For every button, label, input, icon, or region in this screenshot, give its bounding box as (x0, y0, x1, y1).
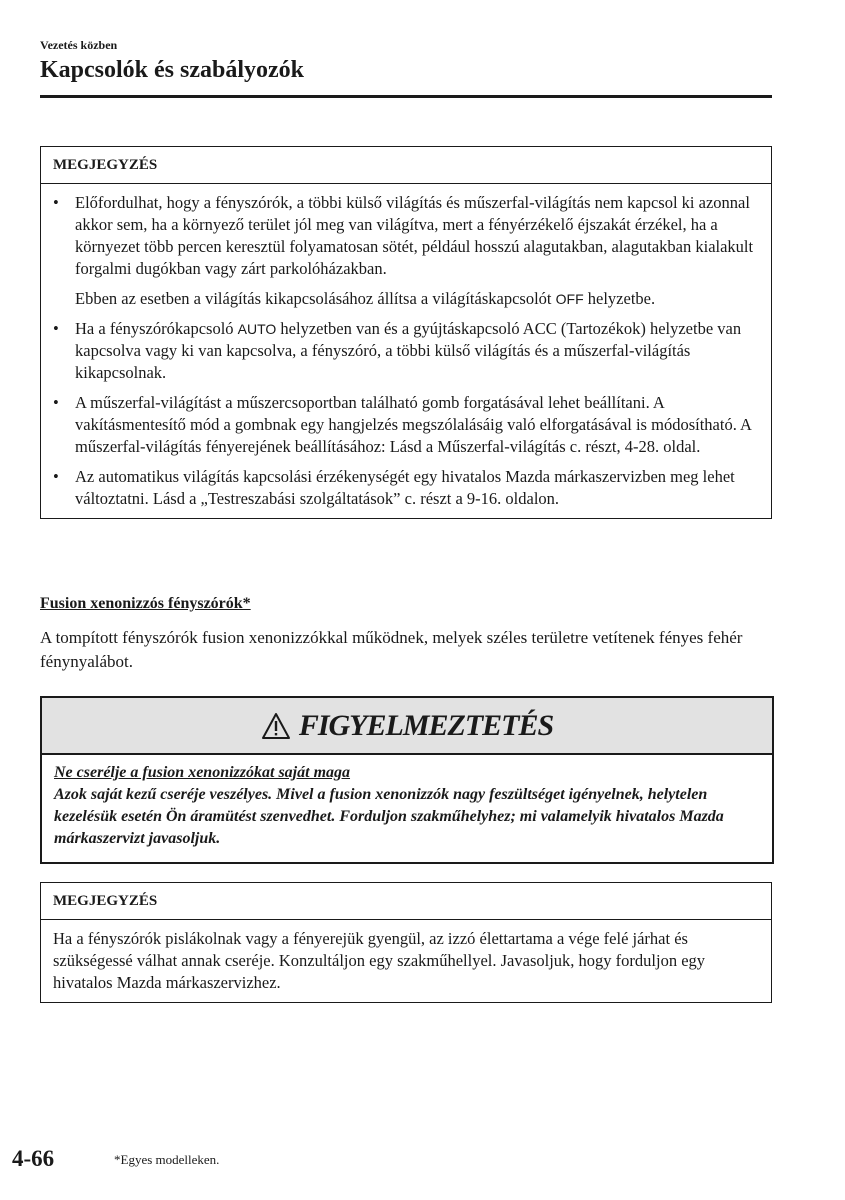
note-bullet (53, 318, 757, 384)
warning-triangle-icon (261, 712, 291, 740)
section-label: Vezetés közben (40, 38, 118, 52)
note-bullet (53, 192, 757, 280)
note-box-2 (40, 882, 772, 1003)
warning-title: FIGYELMEZTETÉS (298, 708, 554, 742)
warning-body (42, 755, 772, 857)
bullet-text: A műszerfal-világítást a műszercsoportban található gomb forgatásával lehet beállítani. A vakításmentesítő mód a gombnak egy hangjelzés megszólalásáig való elforgatásával is módosítható. A műszerfal-világítás fényerejének beállításához: Lásd a Műszerfal-világítás c. részt, 4-28. oldal. (75, 393, 752, 456)
bullet-text (75, 318, 757, 384)
page-number: 4-66 (12, 1146, 55, 1171)
switch-label-off: OFF (555, 291, 584, 307)
title-rule (40, 95, 772, 98)
note-body (41, 920, 771, 1002)
bullet-dot: • (53, 393, 59, 412)
warning-subheading: Ne cserélje a fusion xenonizzókat saját maga (54, 764, 351, 781)
bullet-text-before: Ha a fényszórókapcsoló (75, 319, 238, 338)
section-body: A tompított fényszórók fusion xenonizzókkal működnek, melyek széles területre vetítenek fényes fehér fénynyalábot. (40, 628, 743, 671)
note-box-1 (40, 146, 772, 519)
note-text: Ha a fényszórók pislákolnak vagy a fényerejük gyengül, az izzó élettartama a vége felé járhat és szükségessé válhat annak cseréje. Konzultáljon egy szakműhellyel. Javasoljuk, hogy forduljon egy hivatalos Mazda márkaszervizhez. (53, 929, 706, 992)
note-bullet (53, 466, 757, 510)
note-bullet (53, 392, 757, 458)
bullet-dot: • (53, 467, 59, 486)
note-subparagraph (53, 288, 757, 310)
subpara-text-after: helyzetbe. (583, 289, 656, 308)
section-heading: Fusion xenonizzós fényszórók* (40, 595, 251, 612)
bullet-dot: • (53, 319, 59, 338)
page-title: Kapcsolók és szabályozók (40, 57, 305, 83)
bullet-text: Előfordulhat, hogy a fényszórók, a többi külső világítás és műszerfal-világítás nem kapcsol ki azonnal akkor sem, ha a környező terület jól meg van világítva, mert a fényérzékelő éjszakát érzékel, ha a környezet több percen keresztül folyamatosan sötét, például hosszú alagutakban, alagutakban kialakult forgalmi dugókban vagy zárt parkolóházakban. (75, 193, 754, 278)
note-body (41, 184, 771, 518)
bullet-text-after: helyzetben van és a gyújtáskapcsoló ACC (Tartozékok) helyzetbe van kapcsolva vagy ki van kapcsolva, a fényszóró, a többi külső világítás és a műszerfal-világítás kikapcsolnak. (75, 319, 742, 382)
warning-header (42, 698, 772, 755)
warning-box (40, 696, 774, 864)
bullet-text: Az automatikus világítás kapcsolási érzékenységét egy hivatalos Mazda márkaszervizben meg lehet változtatni. Lásd a „Testreszabási szolgáltatások” c. részt a 9-16. oldalon. (75, 467, 735, 508)
warning-text: Azok saját kezű cseréje veszélyes. Mivel a fusion xenonizzók nagy feszültséget igényelnek, helytelen kezelésük esetén Ön áramütést szenvedhet. Forduljon szakműhelyhez; mi valamelyik hivatalos Mazda márkaszervizt javasoljuk. (54, 786, 724, 847)
footnote: *Egyes modelleken. (114, 1152, 220, 1167)
note-heading: MEGJEGYZÉS (41, 147, 771, 184)
switch-label-auto: AUTO (237, 321, 277, 337)
bullet-dot: • (53, 193, 59, 212)
note-heading: MEGJEGYZÉS (41, 883, 771, 920)
subpara-text-before: Ebben az esetben a világítás kikapcsolásához állítsa a világításkapcsolót (75, 289, 556, 308)
